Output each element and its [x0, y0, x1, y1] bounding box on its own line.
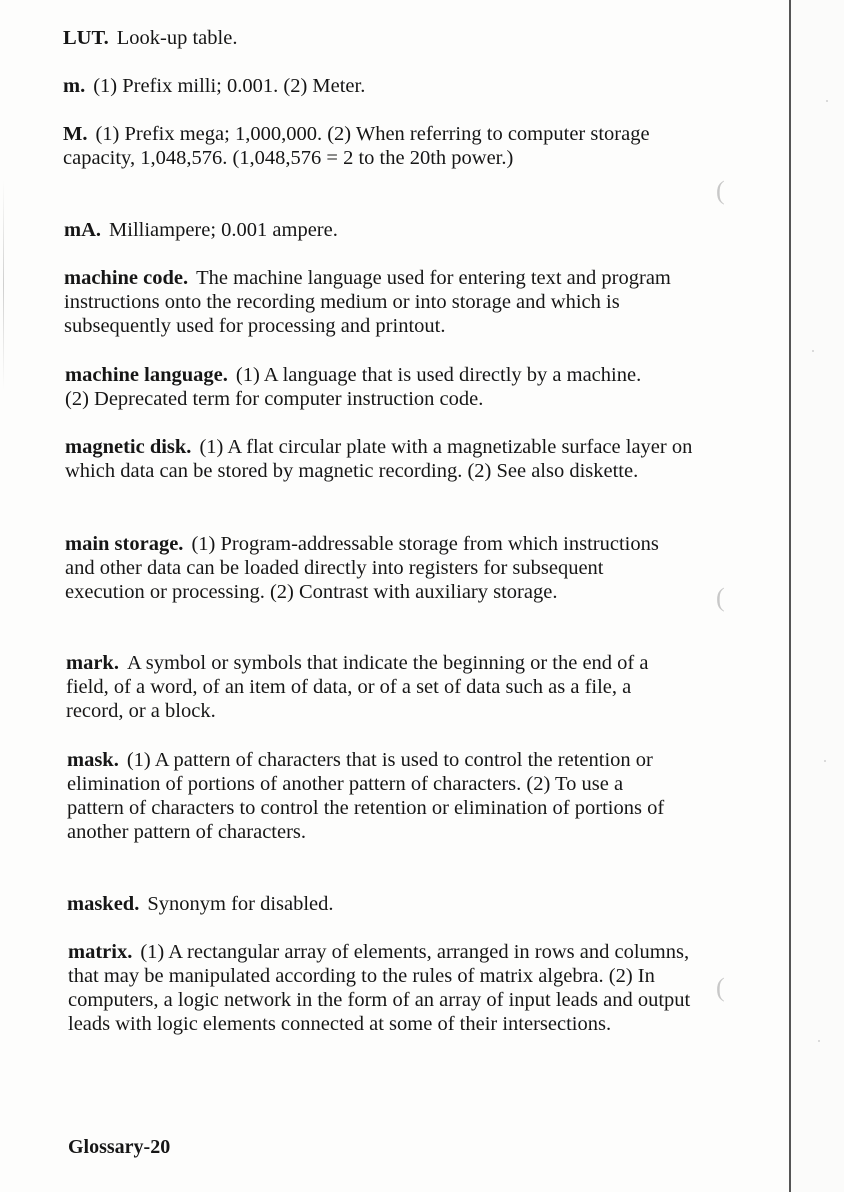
glossary-term: mark.: [66, 652, 119, 674]
glossary-entry: [65, 435, 695, 483]
glossary-term: m.: [63, 75, 86, 97]
scan-speck: [812, 350, 814, 352]
scan-artifact-mark: (: [716, 973, 725, 1002]
glossary-term: mA.: [64, 219, 102, 241]
glossary-entry: [63, 122, 653, 170]
glossary-definition: (1) Prefix milli; 0.001. (2) Meter.: [93, 75, 366, 97]
page-footer-label: Glossary-20: [68, 1136, 171, 1158]
glossary-term: machine code.: [64, 267, 189, 289]
glossary-term: machine language.: [65, 364, 228, 386]
glossary-definition: (1) Prefix mega; 1,000,000. (2) When referring to computer storage capacity, 1,048,576. (1,048,576 = 2 to the 20th power.): [63, 123, 650, 169]
glossary-entry: [67, 892, 727, 916]
glossary-entry: [66, 651, 676, 723]
scan-shadow: [3, 180, 4, 390]
glossary-term: matrix.: [68, 941, 133, 963]
glossary-term: M.: [63, 123, 88, 145]
glossary-definition: (1) A rectangular array of elements, arranged in rows and columns, that may be manipulated according to the rules of matrix algebra. (2) In computers, a logic network in the form of an array of input leads and output leads with logic elements connected at some of their intersections.: [68, 941, 691, 1035]
glossary-definition: Milliampere; 0.001 ampere.: [109, 219, 338, 241]
glossary-definition: A symbol or symbols that indicate the beginning or the end of a field, of a word, of an item of data, or of a set of data such as a file, a record, or a block.: [66, 652, 649, 722]
glossary-entry: [63, 74, 723, 98]
glossary-entry: [63, 26, 723, 50]
glossary-definition: Look-up table.: [116, 27, 238, 49]
glossary-definition: Synonym for disabled.: [147, 893, 334, 915]
glossary-term: LUT.: [63, 27, 109, 49]
glossary-definition: (1) Program-addressable storage from which instructions and other data can be loaded directly into registers for subsequent execution or processing. (2) Contrast with auxiliary storage.: [65, 533, 659, 603]
page-right-margin: [791, 0, 844, 1192]
scan-speck: [824, 760, 826, 762]
glossary-definition: (1) A language that is used directly by a machine. (2) Deprecated term for computer instruction code.: [65, 364, 642, 410]
page-edge-line: [789, 0, 791, 1192]
scan-artifact-mark: (: [716, 176, 725, 205]
glossary-entry: [64, 218, 724, 242]
glossary-term: main storage.: [65, 533, 184, 555]
glossary-definition: (1) A pattern of characters that is used to control the retention or elimination of portions of another pattern of characters. (2) To use a pattern of characters to control the retention or elimination of portions of another pattern of characters.: [67, 749, 665, 843]
glossary-entry: [64, 266, 689, 338]
glossary-definition: The machine language used for entering text and program instructions onto the recording medium or into storage and which is subsequently used for processing and printout.: [64, 267, 671, 337]
glossary-entry: [65, 363, 665, 411]
glossary-entry: [67, 748, 667, 844]
scan-speck: [818, 1040, 820, 1042]
glossary-entry: [65, 532, 675, 604]
scan-speck: [826, 100, 828, 102]
glossary-term: magnetic disk.: [65, 436, 192, 458]
glossary-definition: (1) A flat circular plate with a magnetizable surface layer on which data can be stored by magnetic recording. (2) See also diskette.: [65, 436, 693, 482]
glossary-term: mask.: [67, 749, 119, 771]
glossary-term: masked.: [67, 893, 140, 915]
glossary-entry: [68, 940, 693, 1036]
scan-artifact-mark: (: [716, 583, 725, 612]
